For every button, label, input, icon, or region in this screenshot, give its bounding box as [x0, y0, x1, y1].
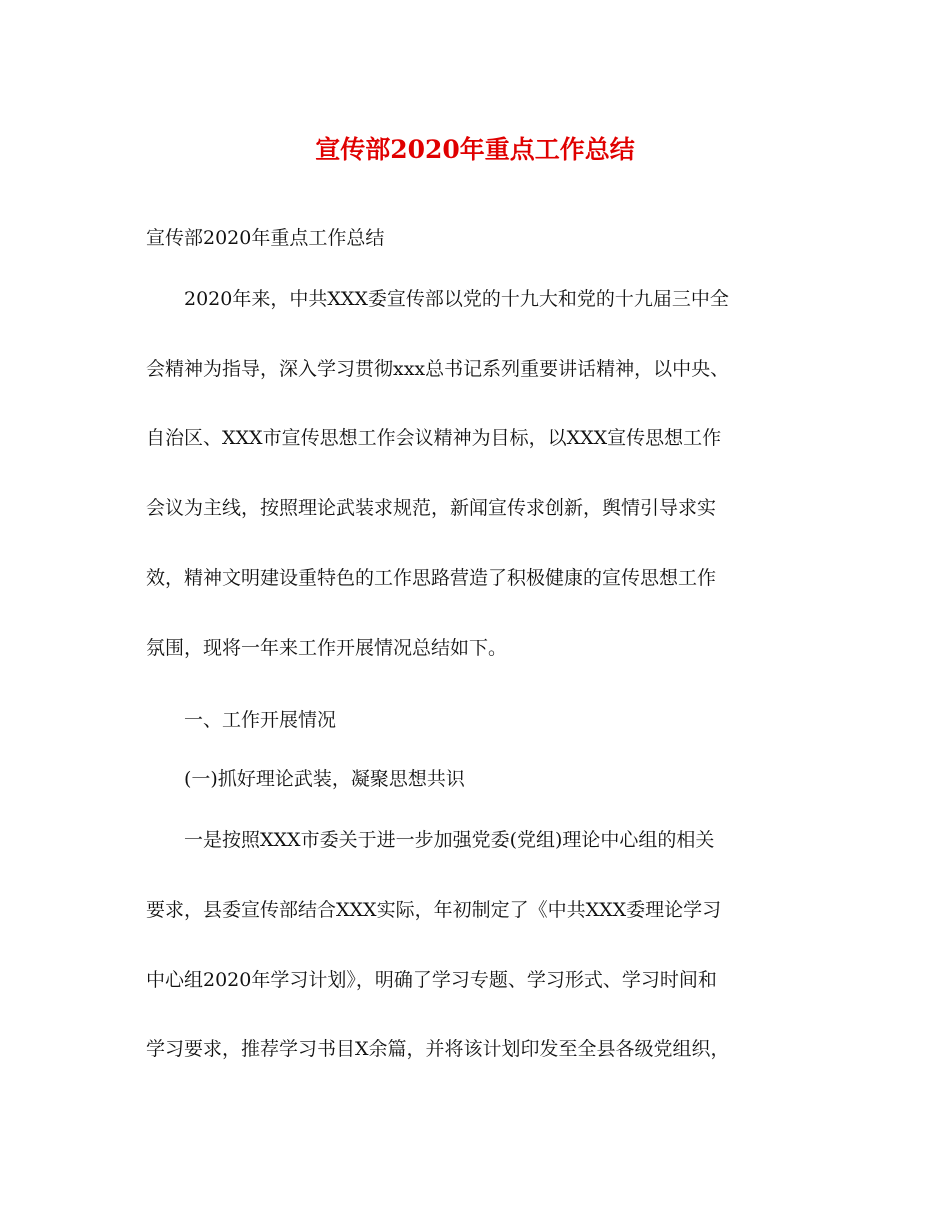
paragraph-line: 氛围，现将一年来工作开展情况总结如下。 — [146, 637, 508, 659]
paragraph-line: 会精神为指导，深入学习贯彻xxx总书记系列重要讲话精神，以中央、 — [146, 358, 730, 380]
paragraph-line: 2020年来，中共XXX委宣传部以党的十九大和党的十九届三中全 — [184, 288, 729, 310]
subtitle-line: 宣传部2020年重点工作总结 — [146, 227, 385, 249]
subsection-heading: (一)抓好理论武装，凝聚思想共识 — [184, 768, 465, 790]
paragraph-line: 自治区、XXX市宣传思想工作会议精神为目标，以XXX宣传思想工作 — [146, 427, 722, 449]
paragraph-line: 学习要求，推荐学习书目X余篇，并将该计划印发至全县各级党组织， — [146, 1038, 730, 1060]
paragraph-line: 效，精神文明建设重特色的工作思路营造了积极健康的宣传思想工作 — [146, 567, 717, 589]
document-title: 宣传部2020年重点工作总结 — [315, 135, 635, 164]
paragraph-line: 要求，县委宣传部结合XXX实际，年初制定了《中共XXX委理论学习 — [146, 899, 722, 921]
paragraph-line: 中心组2020年学习计划》，明确了学习专题、学习形式、学习时间和 — [146, 969, 717, 991]
paragraph-line: 会议为主线，按照理论武装求规范，新闻宣传求创新，舆情引导求实 — [146, 497, 717, 519]
paragraph-line: 一是按照XXX市委关于进一步加强党委(党组)理论中心组的相关 — [184, 829, 715, 851]
section-heading: 一、工作开展情况 — [184, 709, 337, 731]
